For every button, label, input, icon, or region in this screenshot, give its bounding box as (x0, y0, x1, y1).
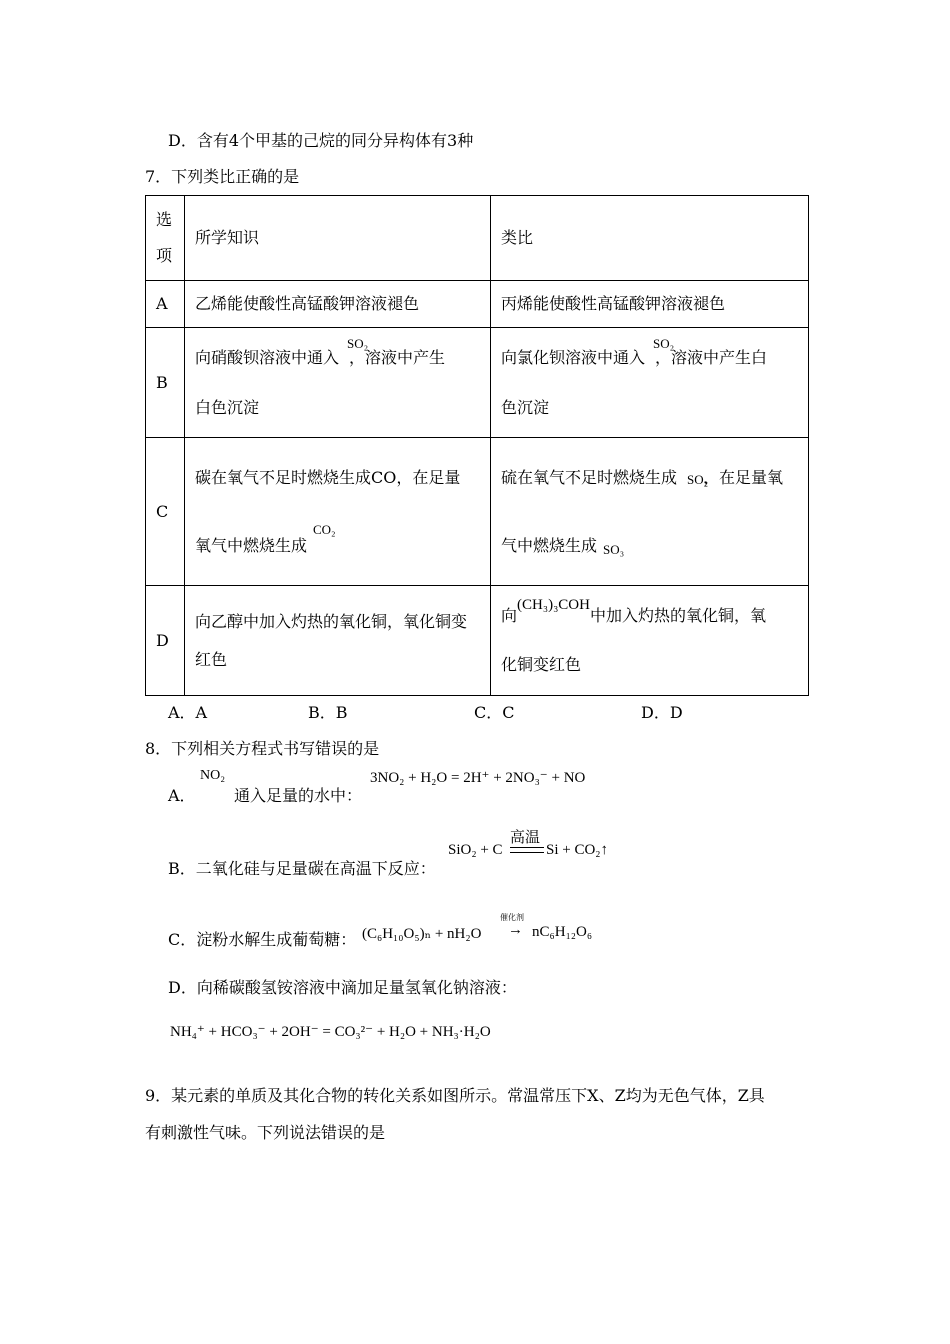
q7-option-b: B．B (308, 703, 348, 722)
row-d-knowledge-text-1: 向乙醇中加入灼热的氧化铜，氧化铜变 (195, 611, 468, 631)
q8-option-d-text: D．向稀碳酸氢铵溶液中滴加足量氢氧化钠溶液： (168, 978, 517, 997)
row-b-analogy (491, 328, 809, 438)
row-b-analogy-text-1: 向氯化钡溶液中通入 (501, 347, 646, 367)
q7-option-c: C．C (474, 703, 515, 722)
row-c-analogy-text-2: ，在足量氧 (703, 467, 784, 487)
header-option-label: 选项 (156, 210, 173, 265)
table-row-c (146, 438, 809, 586)
q8-option-c-arrow: → (508, 922, 523, 938)
header-analogy-cell (491, 196, 809, 281)
table-row-a (146, 281, 809, 328)
table-header-row (146, 196, 809, 281)
header-knowledge-label: 所学知识 (195, 228, 260, 247)
row-c-analogy (491, 438, 809, 586)
q9-stem-line-2: 有刺激性气味。下列说法错误的是 (145, 1123, 386, 1142)
table-row-d (146, 586, 809, 696)
q8-option-a-label: A． (168, 786, 196, 805)
row-c-knowledge-text-1: 碳在氧气不足时燃烧生成CO，在足量 (195, 467, 461, 487)
row-d-knowledge (185, 586, 491, 696)
row-b-analogy-formula: SO₂ (653, 335, 675, 351)
row-c-analogy-text-3: 气中燃烧生成 (501, 535, 598, 555)
q8-option-c-equation-left: (C₆H₁₀O₅)ₙ + nH₂O (362, 926, 482, 942)
header-analogy-label: 类比 (501, 228, 534, 247)
q8-option-d-equation: NH₄⁺ + HCO₃⁻ + 2OH⁻ = CO₃²⁻ + H₂O + NH₃·H₂O (170, 1024, 491, 1040)
row-d-analogy-formula: (CH₃)₃COH (517, 597, 590, 613)
row-a-knowledge: 乙烯能使酸性高锰酸钾溶液褪色 (185, 281, 491, 328)
row-b-analogy-text-2: ，溶液中产生白 (655, 347, 768, 367)
row-d-option: D (146, 586, 185, 696)
row-b-analogy-text-3: 色沉淀 (501, 397, 550, 417)
q8-option-b-text: B．二氧化硅与足量碳在高温下反应： (168, 859, 436, 878)
row-d-analogy-text-2: 中加入灼热的氧化铜，氧 (589, 606, 766, 625)
q8-option-c-catalyst: 催化剂 (500, 913, 524, 922)
q7-option-a: A．A (168, 703, 208, 722)
row-d-analogy-text-1: 向 (501, 606, 518, 625)
table-row-b (146, 328, 809, 438)
row-c-knowledge (185, 438, 491, 586)
row-d-knowledge-text-2: 红色 (195, 649, 228, 669)
q7-option-d: D．D (641, 703, 683, 722)
q7-comparison-table (145, 195, 809, 696)
header-option-cell (146, 196, 185, 281)
row-a-analogy: 丙烯能使酸性高锰酸钾溶液褪色 (491, 281, 809, 328)
q8-stem: 8．下列相关方程式书写错误的是 (145, 739, 380, 758)
header-knowledge-cell (185, 196, 491, 281)
row-b-knowledge-text-1: 向硝酸钡溶液中通入 (195, 347, 340, 367)
row-b-knowledge-text-2: ，溶液中产生 (349, 347, 446, 367)
row-c-option: C (146, 438, 185, 586)
row-b-knowledge-formula: SO₂ (347, 335, 369, 351)
row-d-analogy (491, 586, 809, 696)
row-b-knowledge (185, 328, 491, 438)
q6-option-d: D．含有4个甲基的己烷的同分异构体有3种 (168, 131, 474, 150)
q8-option-a-reagent: NO₂ (200, 768, 226, 783)
row-b-knowledge-text-3: 白色沉淀 (195, 397, 260, 417)
q8-option-b-equals-sign (510, 847, 544, 853)
row-a-option: A (146, 281, 185, 328)
row-c-knowledge-text-2: 氧气中燃烧生成 (195, 535, 308, 555)
q9-stem-line-1: 9．某元素的单质及其化合物的转化关系如图所示。常温常压下X、Z均为无色气体，Z具 (145, 1086, 765, 1105)
row-c-analogy-formula-1: SO₂ (687, 471, 709, 487)
q8-option-a-text: 通入足量的水中： (234, 786, 363, 805)
q8-option-b-condition: 高温 (510, 828, 541, 846)
q7-stem: 7．下列类比正确的是 (145, 167, 300, 186)
q8-option-c-equation-right: nC₆H₁₂O₆ (532, 924, 593, 940)
q8-option-c-text: C．淀粉水解生成葡萄糖： (168, 930, 357, 949)
q8-option-a-equation: 3NO₂ + H₂O = 2H⁺ + 2NO₃⁻ + NO (370, 770, 586, 786)
row-c-analogy-text-1: 硫在氧气不足时燃烧生成 (501, 467, 678, 487)
q8-option-b-equation-left: SiO₂ + C (448, 842, 503, 858)
row-d-analogy-text-3: 化铜变红色 (501, 655, 582, 674)
row-c-analogy-formula-2: SO₃ (603, 541, 625, 557)
row-c-knowledge-formula: CO₂ (313, 521, 336, 537)
q8-option-b-equation-right: Si + CO₂↑ (546, 842, 609, 858)
row-b-option: B (146, 328, 185, 438)
